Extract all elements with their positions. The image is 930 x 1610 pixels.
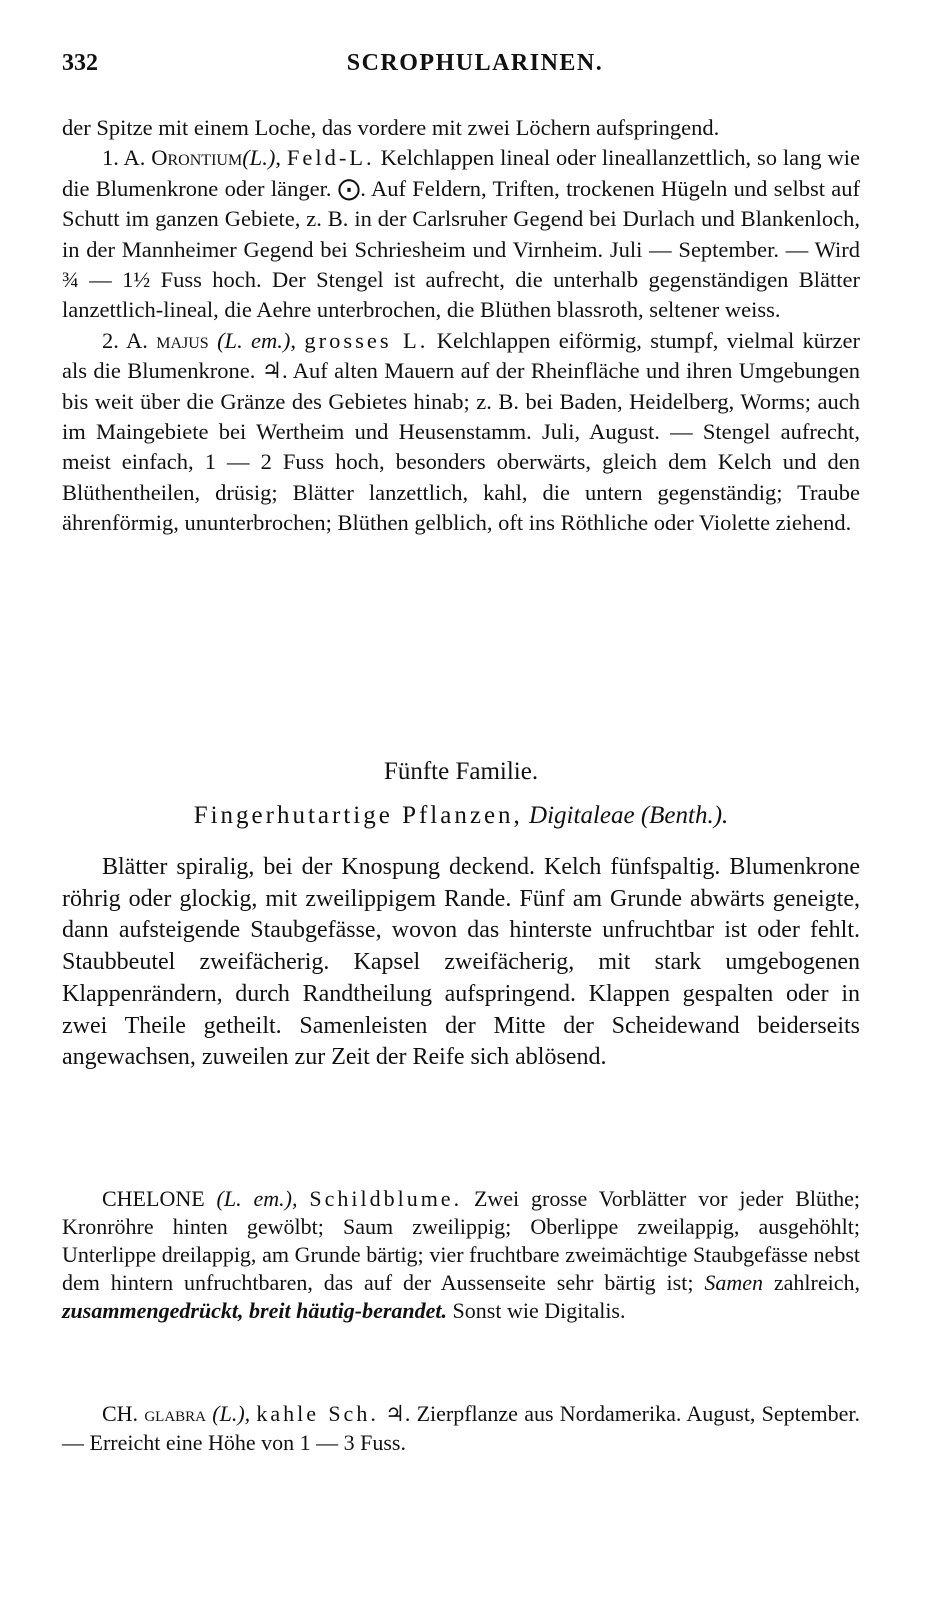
species-description: ♃. Zierpflanze aus Nordamerika. August, September. — Erreicht eine Höhe von 1 — 3 Fuss. xyxy=(62,1401,861,1455)
species-authority: (L. em.) xyxy=(217,327,291,353)
antirrhinum-section xyxy=(62,113,860,539)
genus-seeds-shape: zusammengedrückt, xyxy=(62,1298,244,1323)
species-number: 2. xyxy=(102,327,119,353)
running-title: SCROPHULARINEN. xyxy=(346,50,604,76)
genus-name: CHELONE xyxy=(102,1186,205,1211)
genus-entry-chelone xyxy=(62,1185,860,1325)
page-number: 332 xyxy=(62,50,98,76)
family-authority: (Benth.). xyxy=(640,802,729,829)
species-number: 1. xyxy=(102,145,119,171)
common-name: grosses L. xyxy=(304,327,429,353)
genus-section xyxy=(62,1185,860,1325)
genus-comparison: Sonst wie Digitalis. xyxy=(452,1298,626,1323)
genus-abbrev: A. xyxy=(123,145,146,171)
genus-abbrev: CH. xyxy=(102,1401,139,1426)
genus-seeds-count: zahlreich, xyxy=(773,1270,861,1295)
family-description-block xyxy=(62,852,860,1074)
family-name: Fingerhutartige Pflanzen, xyxy=(193,802,523,829)
species-entry-glabra xyxy=(62,1400,860,1457)
species-name: glabra xyxy=(144,1401,206,1426)
species-entry-majus: 2. A. majus (L. em.), grosses L. Kelchlappen eiförmig, stumpf, vielmal kürzer als die Blumenkrone. ♃. Auf alten Mauern auf der Rheinfläche und ihren Umgebungen bis weit über die Gränze des Gebietes hinab; z. B. bei Baden, Heidelberg, Worms; auch im Maingebiete bei Wertheim und Heusenstamm. Juli, August. — Stengel aufrecht, meist einfach, 1 — 2 Fuss hoch, besonders oberwärts, gleich dem Kelch und den Blüthentheilen, drüsig; Blätter lanzettlich, kahl, die untern gegenständig; Traube ährenförmig, ununterbrochen; Blüthen gelblich, oft ins Röthliche oder Violette ziehend. xyxy=(62,327,861,536)
common-name: kahle Sch. xyxy=(256,1401,379,1426)
species-description: Kelchlappen lineal oder lineallanzettlich, so lang wie die Blumenkrone oder länger. ⨀. Auf Feldern, Triften, trockenen Hügeln und selbst auf Schutt im ganzen Gebiete, z. B. in der Carlsruher Gegend bei Durlach und Blankenloch, in der Mannheimer Gegend bei Schriesheim und Virnheim. Juli — September. — Wird ¾ — 1½ Fuss hoch. Der Stengel ist aufrecht, die unterhalb gegenständigen Blätter lanzettlich-lineal, die Aehre unterbrochen, die Blüthen blassroth, seltener weiss. xyxy=(62,145,860,323)
page-header xyxy=(62,50,868,90)
genus-seeds-label: Samen xyxy=(704,1270,763,1295)
family-name-line xyxy=(62,802,860,830)
common-name: Feld-L. xyxy=(286,145,375,171)
genus-authority: (L. em.), xyxy=(216,1186,298,1211)
species-section-glabra xyxy=(62,1400,860,1457)
genus-abbrev: A. xyxy=(126,327,148,353)
species-authority: (L.) xyxy=(242,145,276,171)
genus-description: Zwei grosse Vorblätter vor jeder Blüthe; Kronröhre hinten gewölbt; Saum zweilippig; Oberlippe zweilappig, ausgehöhlt; Unterlippe dreilappig, am Grunde bärtig; vier fruchtbare zweimächtige Staubgefässe nebst dem hintern unfruchtbaren, das auf der Aussenseite sehr bärtig ist; xyxy=(62,1186,861,1295)
species-authority: (L.), xyxy=(212,1401,251,1426)
species-name: Orontium xyxy=(151,145,243,171)
species-description: Kelchlappen eiförmig, stumpf, vielmal kürzer als die Blumenkrone. ♃. Auf alten Mauern auf der Rheinfläche und ihren Umgebungen bis weit über die Gränze des Gebietes hinab; z. B. bei Baden, Heidelberg, Worms; auch im Maingebiete bei Wertheim und Heusenstamm. Juli, August. — Stengel aufrecht, meist einfach, 1 — 2 Fuss hoch, besonders oberwärts, gleich dem Kelch und den Blüthentheilen, drüsig; Blätter lanzettlich, kahl, die untern gegenständig; Traube ährenförmig, ununterbrochen; Blüthen gelblich, oft ins Röthliche oder Violette ziehend. xyxy=(62,327,861,536)
genus-common-name: Schildblume. xyxy=(309,1186,463,1211)
continued-paragraph: der Spitze mit einem Loche, das vordere mit zwei Löchern aufspringend. xyxy=(62,115,720,140)
family-heading: Fünfte Familie. xyxy=(383,758,539,785)
species-entry-orontium: 1. A. Orontium(L.), Feld-L. Kelchlappen lineal oder lineallanzettlich, so lang wie die Blumenkrone oder länger. ⨀. Auf Feldern, Triften, trockenen Hügeln und selbst auf Schutt im ganzen Gebiete, z. B. in der Carlsruher Gegend bei Durlach und Blankenloch, in der Mannheimer Gegend bei Schriesheim und Virnheim. Juli — September. — Wird ¾ — 1½ Fuss hoch. Der Stengel ist aufrecht, die unterhalb gegenständigen Blätter lanzettlich-lineal, die Aehre unterbrochen, die Blüthen blassroth, seltener weiss. xyxy=(62,145,860,323)
family-latin-name: Digitaleae xyxy=(529,802,635,829)
genus-seeds-border: breit häutig-berandet. xyxy=(249,1298,448,1323)
family-description: Blätter spiralig, bei der Knospung deckend. Kelch fünfspaltig. Blumenkrone röhrig oder glockig, mit zweilippigem Rande. Fünf am Grunde abwärts geneigte, dann aufsteigende Staubgefässe, wovon das hinterste unfruchtbar ist oder fehlt. Staubbeutel zweifächerig. Kapsel zweifächerig, mit stark umgebogenen Klappenrändern, durch Randtheilung aufspringend. Klappen gespalten oder in zwei Theile getheilt. Samenleisten der Mitte der Scheidewand beiderseits angewachsen, zuweilen zur Zeit der Reife sich ablösend. xyxy=(62,854,860,1071)
species-name: majus xyxy=(156,327,209,353)
